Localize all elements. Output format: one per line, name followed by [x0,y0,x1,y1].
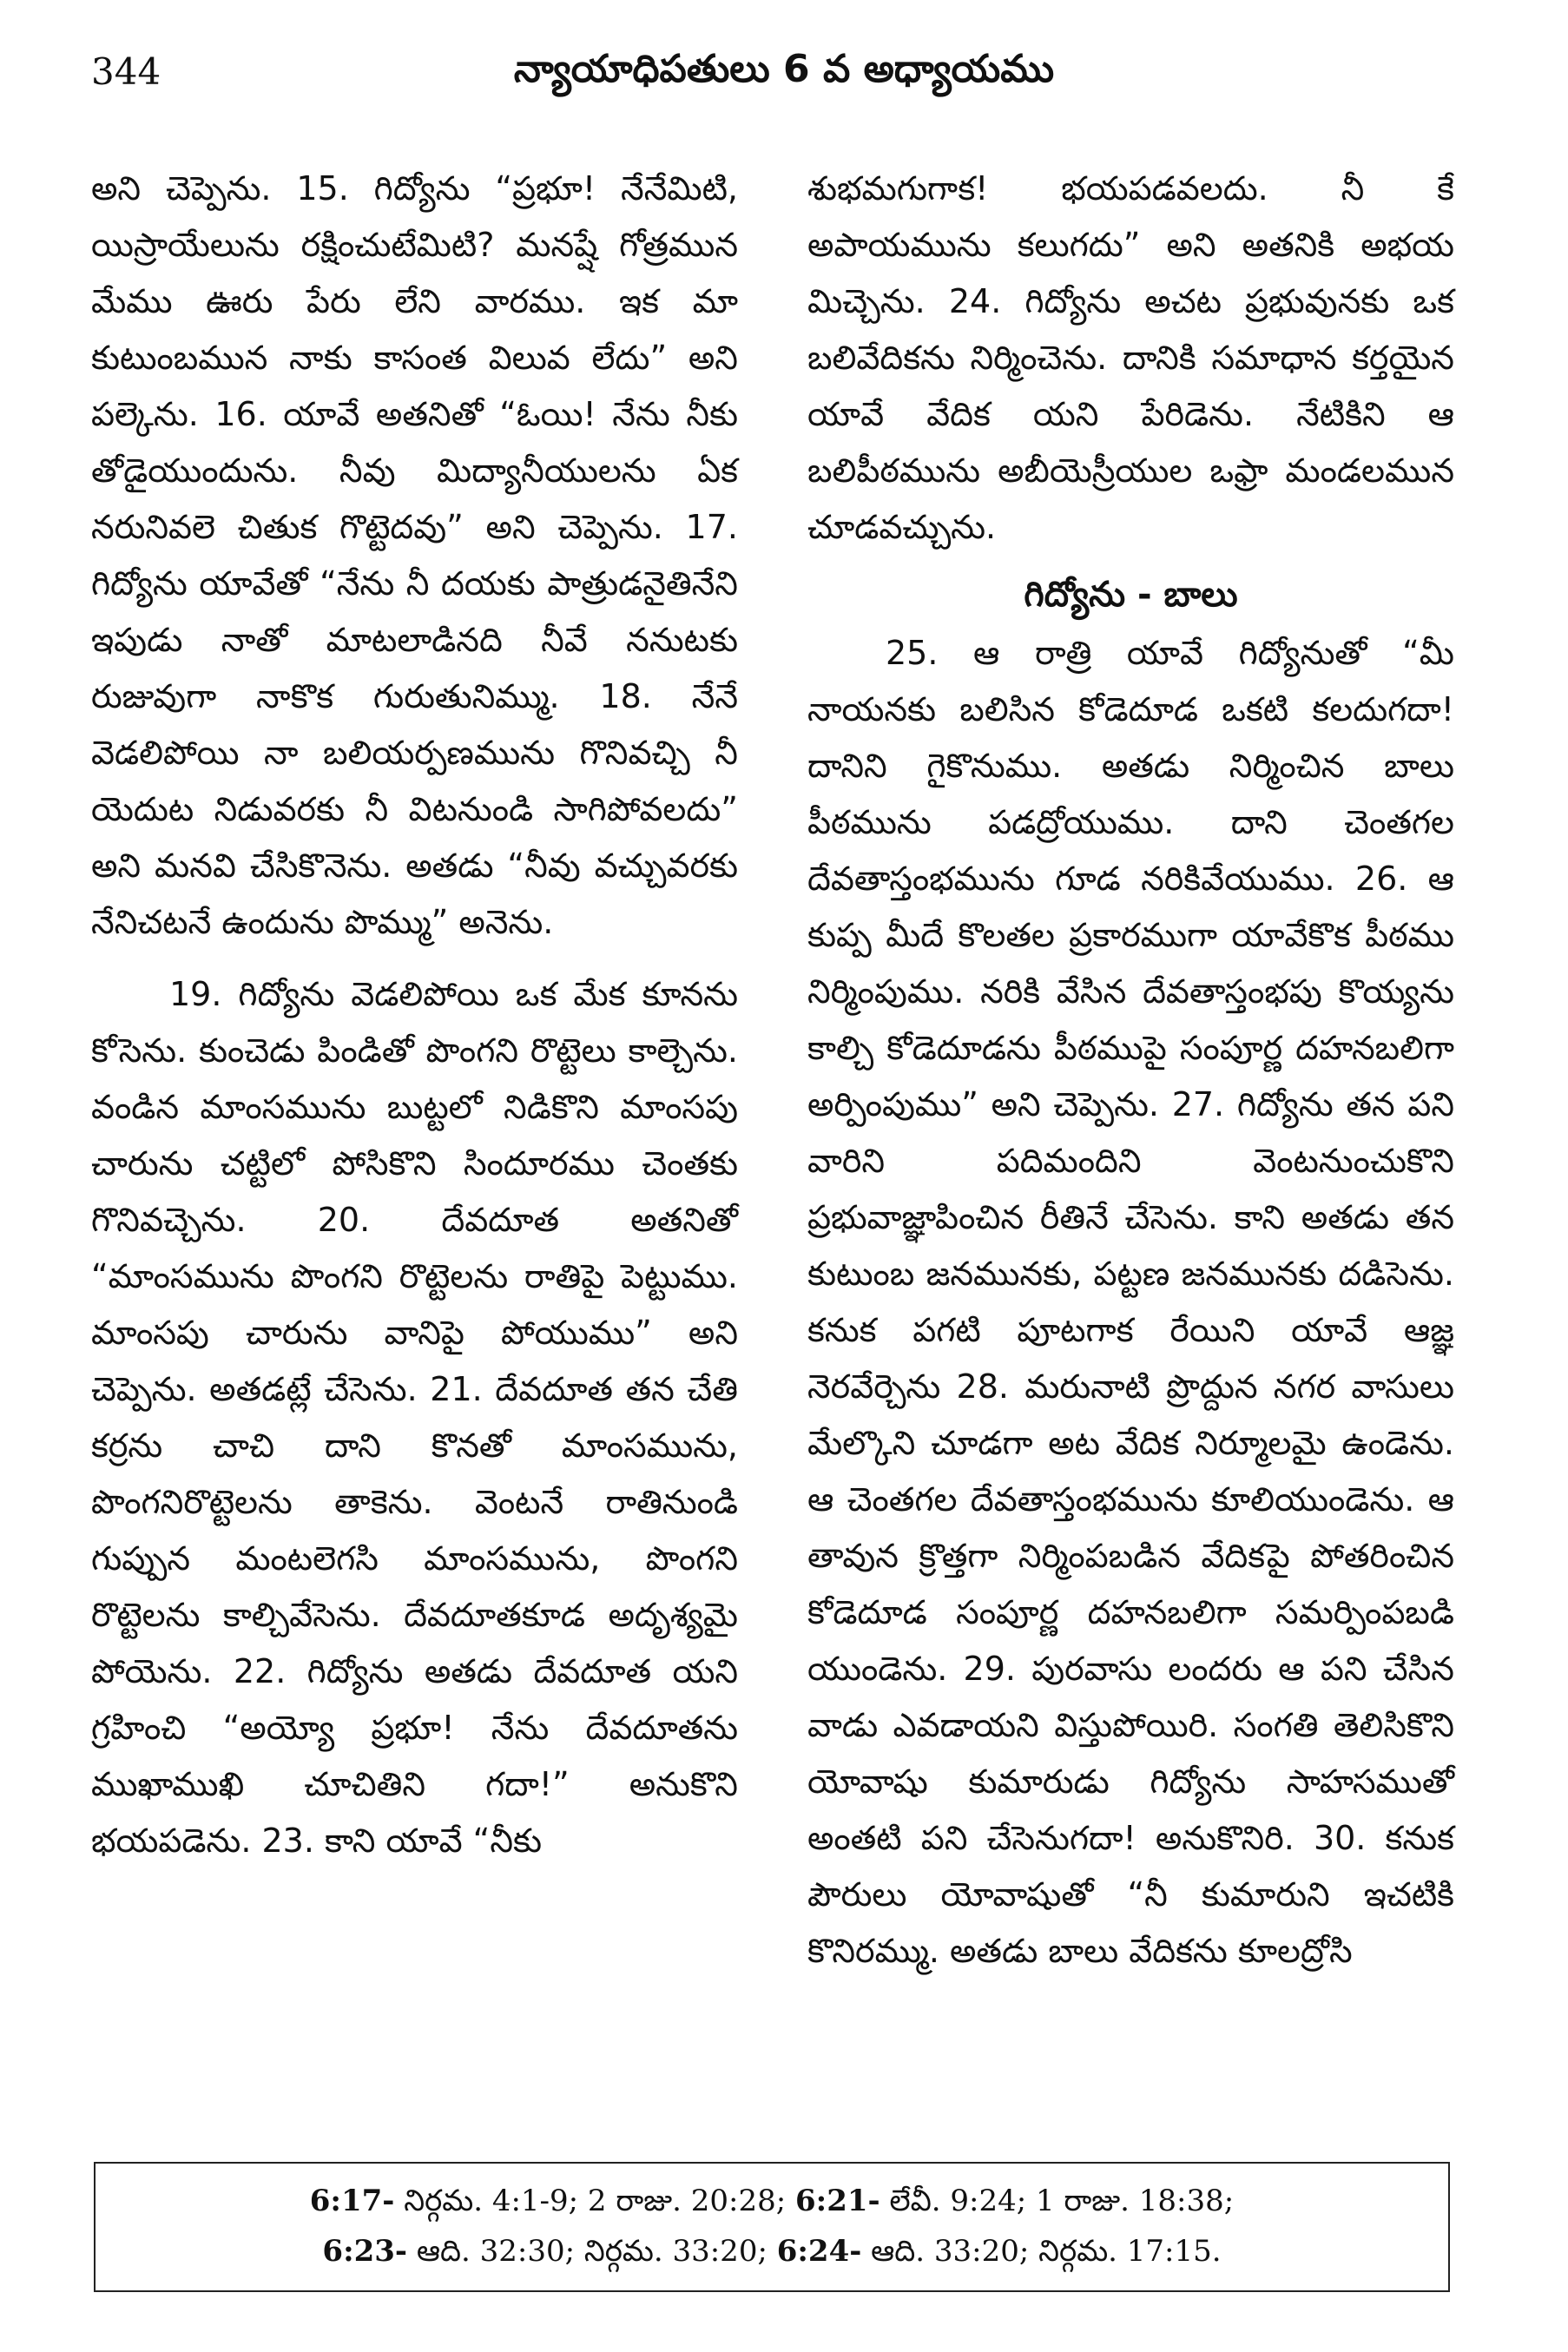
footnote-text: ఆది. 32:30; నిర్గమ. 33:20; [407,2234,777,2269]
left-paragraph-2: 19. గిద్యోను వెడలిపోయి ఒక మేక కూనను కోసెను. కుంచెడు పిండితో పొంగని రొట్టెలు కాల్చెను. వండిన మాంసమును బుట్టలో నిడికొని మాంసపు చారును చట్టిలో పోసికొని సిందూరము చెంతకు గొనివచ్చెను. 20. దేవదూత అతనితో “మాంసమును పొంగని రొట్టెలను రాతిపై పెట్టుము. మాంసపు చారును వానిపై పోయుము” అని చెప్పెను. అతడట్లే చేసెను. 21. దేవదూత తన చేతి కర్రను చాచి దాని కొనతో మాంసమును, పొంగనిరొట్టెలను తాకెను. వెంటనే రాతినుండి గుప్పున మంటలెగసి మాంసమును, పొంగని రొట్టెలను కాల్చివేసెను. దేవదూతకూడ అదృశ్యమై పోయెను. 22. గిద్యోను అతడు దేవదూత యని గ్రహించి “అయ్యో ప్రభూ! నేను దేవదూతను ముఖాముఖి చూచితిని గదా!” అనుకొని భయపడెను. 23. కాని యావే “నీకు [91,975,738,1860]
right-paragraph-1: శుభమగుగాక! భయపడవలదు. నీ కే అపాయమును కలుగదు” అని అతనికి అభయ మిచ్చెను. 24. గిద్యోను అచట ప్రభువునకు ఒక బలివేదికను నిర్మించెను. దానికి సమాధాన కర్తయైన యావే వేదిక యని పేరిడెను. నేటికిని ఆ బలిపీఠమును అబీయెస్రీయుల ఒఫ్రా మండలమున చూడవచ్చును. [807,169,1454,546]
footnote-ref: 6:24- [776,2234,862,2269]
page-header [91,43,1477,122]
running-title: న్యాయాధిపతులు 6 వ అధ్యాయము [513,47,1055,91]
left-paragraph-1: అని చెప్పెను. 15. గిద్యోను “ప్రభూ! నేనేమిటి, యిస్రాయేలును రక్షించుటేమిటి? మనష్షే గోత్రమున మేము ఊరు పేరు లేని వారము. ఇక మా కుటుంబమున నాకు కాసంత విలువ లేదు” అని పల్కెను. 16. యావే అతనితో “ఓయి! నేను నీకు తోడైయుందును. నీవు మిద్యానీయులను ఏక నరునివలె చితుక గొట్టెదవు” అని చెప్పెను. 17. గిద్యోను యావేతో “నేను నీ దయకు పాత్రుడనైతినేని ఇపుడు నాతో మాటలాడినది నీవే ననుటకు రుజువుగా నాకొక గురుతునిమ్ము. 18. నేనే వెడలిపోయి నా బలియర్పణమును గొనివచ్చి నీ యెదుట నిడువరకు నీ విటనుండి సాగిపోవలదు” అని మనవి చేసికొనెను. అతడు “నీవు వచ్చువరకు నేనిచటనే ఉందును పొమ్ము” అనెను. [91,169,738,941]
footnote-line-2 [113,2226,1431,2276]
footnote-ref: 6:23- [322,2234,408,2269]
page-number: 344 [91,50,161,93]
right-column [807,161,1454,1980]
footnote-text: ఆది. 33:20; నిర్గమ. 17:15. [861,2234,1222,2269]
footnote-ref: 6:17- [309,2184,395,2218]
footnote-text: లేవీ. 9:24; 1 రాజు. 18:38; [880,2184,1235,2218]
footnote-line-1 [113,2176,1431,2226]
footnote-text: నిర్గమ. 4:1-9; 2 రాజు. 20:28; [394,2184,796,2218]
section-heading: గిద్యోను - బాలు [1024,575,1238,615]
footnote-box [94,2162,1450,2292]
left-column [91,161,738,1869]
footnote-ref: 6:21- [795,2184,880,2218]
right-paragraph-2: 25. ఆ రాత్రి యావే గిద్యోనుతో “మీ నాయనకు బలిసిన కోడెదూడ ఒకటి కలదుగదా! దానిని గైకొనుము. అతడు నిర్మించిన బాలు పీఠమును పడద్రోయుము. దాని చెంతగల దేవతాస్తంభమును గూడ నరికివేయుము. 26. ఆ కుప్ప మీదే కొలతల ప్రకారముగా యావేకొక పీఠము నిర్మింపుము. నరికి వేసిన దేవతాస్తంభపు కొయ్యను కాల్చి కోడెదూడను పీఠముపై సంపూర్ణ దహనబలిగా అర్పింపుము” అని చెప్పెను. 27. గిద్యోను తన పని వారిని పదిమందిని వెంటనుంచుకొని ప్రభువాజ్ఞాపించిన రీతినే చేసెను. కాని అతడు తన కుటుంబ జనమునకు, పట్టణ జనమునకు దడిసెను. కనుక పగటి పూటగాక రేయిని యావే ఆజ్ఞ నెరవేర్చెను 28. మరునాటి ప్రొద్దున నగర వాసులు మేల్కొని చూడగా అట వేదిక నిర్మూలమై ఉండెను. ఆ చెంతగల దేవతాస్తంభమును కూలియుండెను. ఆ తావున క్రొత్తగా నిర్మింపబడిన వేదికపై పోతరించిన కోడెదూడ సంపూర్ణ దహనబలిగా సమర్పింపబడి యుండెను. 29. పురవాసు లందరు ఆ పని చేసిన వాడు ఎవడాయని విస్తుపోయిరి. సంగతి తెలిసికొని యోవాషు కుమారుడు గిద్యోను సాహసముతో అంతటి పని చేసెనుగదా! అనుకొనిరి. 30. కనుక పౌరులు యోవాషుతో “నీ కుమారుని ఇచటికి కొనిరమ్ము. అతడు బాలు వేదికను కూలద్రోసి [807,634,1454,1970]
